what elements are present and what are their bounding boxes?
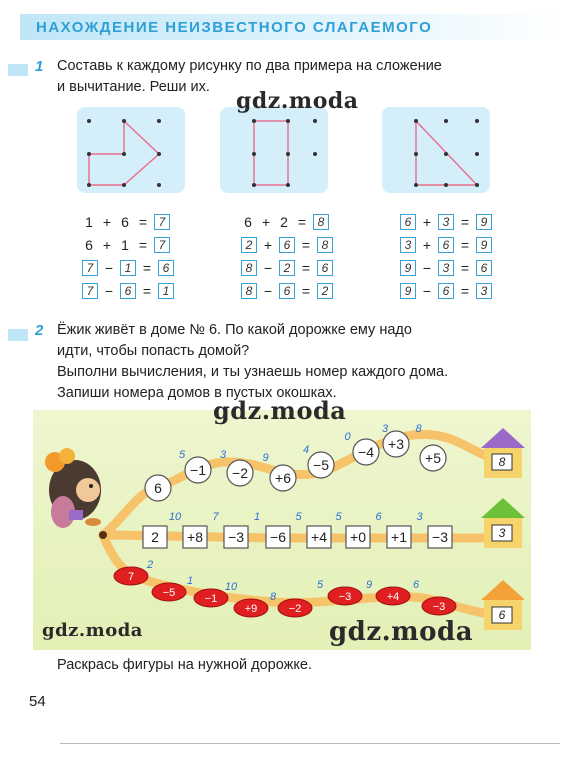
dot-figure-3-drawing xyxy=(382,107,490,193)
top-path-result: 3 xyxy=(381,423,389,435)
watermark-1: gdz.moda xyxy=(236,88,359,114)
bottom-path-oval-label: −5 xyxy=(162,587,176,599)
answer-box: 6 xyxy=(279,283,295,299)
equation-operator: + xyxy=(102,237,112,253)
answer-box: 6 xyxy=(438,283,454,299)
bottom-path-oval-label: −2 xyxy=(288,603,302,615)
answer-box: 3 xyxy=(400,237,416,253)
top-path-circle-label: −5 xyxy=(313,457,329,473)
equation-row xyxy=(400,282,492,300)
equation-operator: = xyxy=(138,214,148,230)
equation-operator: + xyxy=(422,237,432,253)
middle-path-result: 10 xyxy=(168,511,182,523)
equation-row xyxy=(82,236,170,254)
equation-operator: = xyxy=(460,283,470,299)
middle-path-result: 5 xyxy=(295,511,302,523)
equation-row xyxy=(241,236,333,254)
task2-caption: Раскрась фигуры на нужной дорожке. xyxy=(57,657,312,673)
equation-operator: = xyxy=(142,283,152,299)
bottom-path-oval-label: +4 xyxy=(386,591,400,603)
middle-path-square-label: +1 xyxy=(391,529,407,545)
answer-box: 6 xyxy=(476,260,492,276)
task2-text-line1: Ёжик живёт в доме № 6. По какой дорожке ему надо xyxy=(57,322,412,338)
bottom-path-oval-label: +9 xyxy=(244,603,258,615)
answer-box: 3 xyxy=(438,214,454,230)
equation-operator: − xyxy=(263,283,273,299)
bottom-path-oval-label: −3 xyxy=(432,601,446,613)
dot-figure-1-drawing xyxy=(77,107,185,193)
equation-operator: = xyxy=(301,283,311,299)
middle-path-result: 7 xyxy=(212,511,219,523)
equation-row xyxy=(82,213,170,231)
task1-text-line2: и вычитание. Реши их. xyxy=(57,79,210,95)
house-green xyxy=(481,498,525,548)
middle-path-result: 6 xyxy=(375,511,382,523)
equation-operator: + xyxy=(422,214,432,230)
bottom-path-result: 2 xyxy=(146,559,154,571)
answer-box: 7 xyxy=(154,237,170,253)
equation-number: 6 xyxy=(85,237,93,253)
dot-figure-2-drawing xyxy=(220,107,328,193)
house-purple xyxy=(481,428,525,478)
watermark-4: gdz.moda xyxy=(329,617,474,647)
answer-box: 3 xyxy=(476,283,492,299)
top-path-circle-label: +5 xyxy=(425,450,441,466)
answer-box: 8 xyxy=(317,237,333,253)
equation-operator: + xyxy=(102,214,112,230)
equation-operator: = xyxy=(301,237,311,253)
task2-number: 2 xyxy=(35,322,44,339)
equation-operator: − xyxy=(104,260,114,276)
answer-box: 8 xyxy=(241,283,257,299)
top-path-circle-label: −1 xyxy=(190,462,206,478)
path-items xyxy=(114,423,506,622)
hedgehog-path-scene xyxy=(33,410,531,650)
equation-operator: + xyxy=(261,214,271,230)
dot-figure-2 xyxy=(220,107,328,193)
answer-box: 1 xyxy=(120,260,136,276)
watermark-2: gdz.moda xyxy=(213,396,347,425)
equation-operator: − xyxy=(263,260,273,276)
task2-text-line4: Запиши номера домов в пустых окошках. xyxy=(57,385,337,401)
answer-box: 9 xyxy=(476,214,492,230)
task1-text-line1: Составь к каждому рисунку по два примера на сложение xyxy=(57,58,442,74)
equation-row xyxy=(241,282,333,300)
top-path-result: 5 xyxy=(178,449,186,461)
bottom-path-oval-label: −3 xyxy=(338,591,352,603)
answer-box: 6 xyxy=(438,237,454,253)
equation-operator: = xyxy=(138,237,148,253)
house-number-top: 8 xyxy=(498,455,506,469)
middle-path-square-label: +8 xyxy=(187,529,203,545)
equation-operator: = xyxy=(297,214,307,230)
task-marker xyxy=(8,64,28,76)
answer-box: 6 xyxy=(158,260,174,276)
equation-row xyxy=(400,236,492,254)
equation-operator: = xyxy=(142,260,152,276)
answer-box: 2 xyxy=(317,283,333,299)
top-path-result: 9 xyxy=(262,452,269,464)
dot-figure-1 xyxy=(77,107,185,193)
answer-box: 6 xyxy=(279,237,295,253)
equation-operator: − xyxy=(422,260,432,276)
top-path-result: 3 xyxy=(219,449,227,461)
equation-row xyxy=(82,259,174,277)
equation-row xyxy=(400,213,492,231)
bottom-path-result: 10 xyxy=(224,581,238,593)
bottom-path-result: 8 xyxy=(269,591,277,603)
middle-path-square-label: +4 xyxy=(311,529,327,545)
middle-path-square-label: −3 xyxy=(432,529,448,545)
equation-operator: = xyxy=(460,237,470,253)
equation-row xyxy=(241,259,333,277)
equation-number: 2 xyxy=(280,214,288,230)
equation-operator: = xyxy=(460,260,470,276)
equation-row xyxy=(82,282,174,300)
answer-box: 2 xyxy=(279,260,295,276)
answer-box: 9 xyxy=(476,237,492,253)
answer-box: 7 xyxy=(154,214,170,230)
task-marker xyxy=(8,329,28,341)
answer-box: 7 xyxy=(82,283,98,299)
equation-row xyxy=(400,259,492,277)
equation-operator: + xyxy=(263,237,273,253)
answer-box: 8 xyxy=(313,214,329,230)
equation-row xyxy=(241,213,329,231)
house-number-bottom: 6 xyxy=(498,608,506,622)
middle-path-square-label: +0 xyxy=(350,529,366,545)
bottom-path-result: 5 xyxy=(316,579,324,591)
house-number-middle: 3 xyxy=(498,526,506,540)
page-number: 54 xyxy=(29,693,46,710)
middle-path-result: 1 xyxy=(253,511,261,523)
equation-operator: = xyxy=(460,214,470,230)
task2-text-line2: идти, чтобы попасть домой? xyxy=(57,343,250,359)
path-start-dot xyxy=(99,531,107,539)
top-path-circle-label: −2 xyxy=(232,465,248,481)
middle-path-square-label: 2 xyxy=(151,529,159,545)
watermark-3: gdz.moda xyxy=(42,620,143,641)
answer-box: 9 xyxy=(400,283,416,299)
section-title: НАХОЖДЕНИЕ НЕИЗВЕСТНОГО СЛАГАЕМОГО xyxy=(36,19,433,36)
top-path-circle-label: −4 xyxy=(358,444,374,460)
answer-box: 8 xyxy=(241,260,257,276)
section-header xyxy=(20,14,560,40)
answer-box: 1 xyxy=(158,283,174,299)
middle-path-result: 5 xyxy=(335,511,342,523)
task2-text-line3: Выполни вычисления, и ты узнаешь номер каждого дома. xyxy=(57,364,449,380)
equation-operator: − xyxy=(422,283,432,299)
answer-box: 2 xyxy=(241,237,257,253)
answer-box: 3 xyxy=(438,260,454,276)
answer-box: 6 xyxy=(400,214,416,230)
answer-box: 6 xyxy=(120,283,136,299)
middle-path-square-label: −6 xyxy=(270,529,286,545)
top-path-result: 4 xyxy=(302,444,310,456)
top-path-circle-label: 6 xyxy=(154,480,162,496)
equation-number: 6 xyxy=(244,214,252,230)
hedgehog-illustration xyxy=(45,448,101,528)
house-orange xyxy=(481,580,525,630)
equation-number: 1 xyxy=(121,237,129,253)
equation-number: 6 xyxy=(121,214,129,230)
middle-path-square-label: −3 xyxy=(228,529,244,545)
bottom-path-result: 1 xyxy=(186,575,194,587)
equation-operator: − xyxy=(104,283,114,299)
answer-box: 6 xyxy=(317,260,333,276)
top-path-result: 8 xyxy=(415,423,422,435)
bottom-path-oval-label: 7 xyxy=(127,571,135,583)
path-scene-drawing xyxy=(33,410,531,650)
task1-number: 1 xyxy=(35,58,44,75)
bottom-path-result: 9 xyxy=(365,579,373,591)
page-bottom-divider xyxy=(60,743,560,744)
bottom-path-result: 6 xyxy=(412,579,420,591)
answer-box: 7 xyxy=(82,260,98,276)
answer-box: 9 xyxy=(400,260,416,276)
equation-operator: = xyxy=(301,260,311,276)
dot-figure-3 xyxy=(382,107,490,193)
equation-number: 1 xyxy=(85,214,93,230)
bottom-path-oval-label: −1 xyxy=(204,593,218,605)
middle-path-result: 3 xyxy=(416,511,423,523)
top-path-result: 0 xyxy=(344,431,351,443)
top-path-circle-label: +3 xyxy=(388,436,404,452)
top-path-circle-label: +6 xyxy=(275,470,291,486)
